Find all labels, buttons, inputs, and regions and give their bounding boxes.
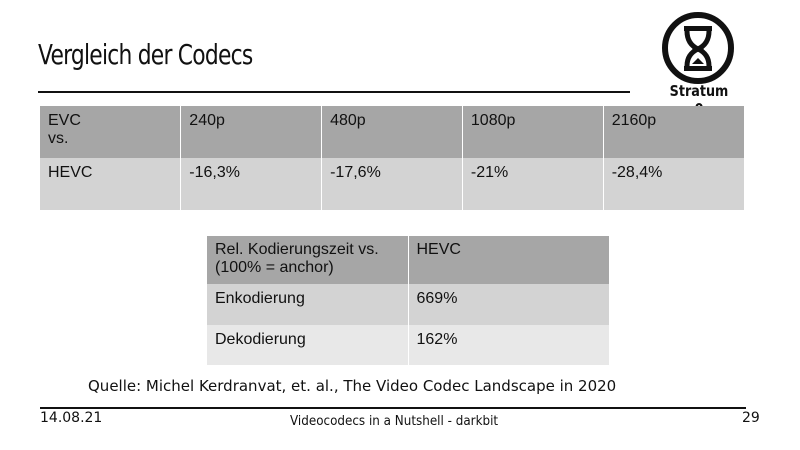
table-cell: -17,6% xyxy=(322,158,463,210)
title-underline xyxy=(38,91,630,93)
table-cell: HEVC xyxy=(40,158,181,210)
encoding-time-table xyxy=(207,236,609,365)
footer-title: Videocodecs in a Nutshell - darkbit xyxy=(290,414,499,429)
table-cell: 2160p xyxy=(603,106,744,158)
table-cell: Dekodierung xyxy=(207,325,408,365)
table-row xyxy=(207,325,609,365)
table-row xyxy=(40,158,744,210)
table-cell: 1080p xyxy=(462,106,603,158)
slide-title: Vergleich der Codecs xyxy=(38,38,253,71)
table-cell: 240p xyxy=(181,106,322,158)
logo-text: Stratum xyxy=(669,82,729,100)
codec-comparison-table xyxy=(40,106,744,210)
page-number: 29 xyxy=(742,410,760,426)
table-cell: Rel. Kodierungszeit vs. (100% = anchor) xyxy=(207,236,408,284)
table-row xyxy=(207,284,609,325)
table-cell: HEVC xyxy=(408,236,609,284)
table-cell: 669% xyxy=(408,284,609,325)
source-citation: Quelle: Michel Kerdranvat, et. al., The Video Codec Landscape in 2020 xyxy=(88,377,617,395)
table-cell: -16,3% xyxy=(181,158,322,210)
cell-text: EVC vs. xyxy=(48,112,81,147)
table-cell: -28,4% xyxy=(603,158,744,210)
table-header-row xyxy=(40,106,744,158)
table-cell xyxy=(40,106,181,158)
footer-date: 14.08.21 xyxy=(40,410,103,426)
table-cell: Enkodierung xyxy=(207,284,408,325)
table-header-row xyxy=(207,236,609,284)
table-cell: 480p xyxy=(322,106,463,158)
table-cell: -21% xyxy=(462,158,603,210)
table-cell: 162% xyxy=(408,325,609,365)
footer-divider xyxy=(40,407,746,409)
